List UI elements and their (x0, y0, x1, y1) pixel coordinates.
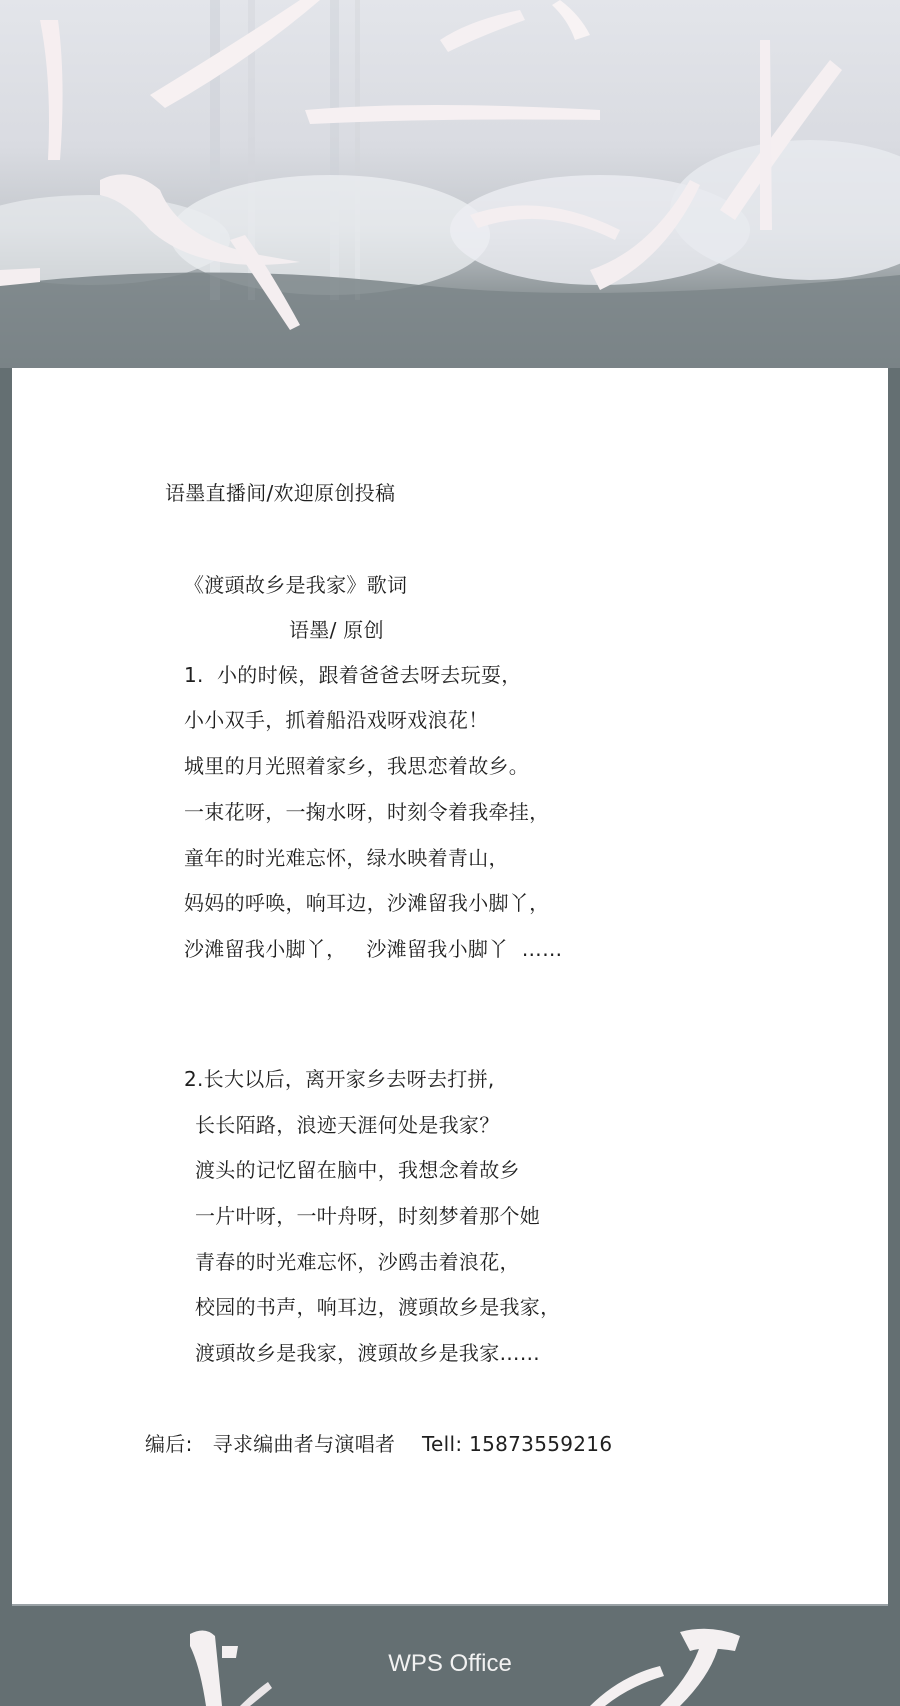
calligraphy-art (0, 0, 900, 368)
verse1-line: 一束花呀，一掬水呀，时刻令着我牵挂， (184, 800, 550, 824)
header-line: 语墨直播间/欢迎原创投稿 (165, 481, 396, 505)
author-line: 语墨/ 原创 (289, 618, 384, 642)
document-page (12, 368, 888, 1606)
verse1-line: 沙滩留我小脚丫， 沙滩留我小脚丫 …… (184, 937, 563, 961)
verse2-line: 渡头的记忆留在脑中，我想念着故乡 (195, 1158, 520, 1182)
song-title: 《渡頭故乡是我家》歌词 (184, 573, 408, 597)
verse2-line: 校园的书声，响耳边，渡頭故乡是我家， (195, 1295, 561, 1319)
verse1-line: 小小双手，抓着船沿戏呀戏浪花！ (184, 708, 489, 732)
top-banner-image (0, 0, 900, 368)
wps-office-brand: WPS Office (388, 1650, 512, 1677)
editor-note: 编后: 寻求编曲者与演唱者 Tell: 15873559216 (145, 1432, 613, 1456)
verse1-line: 童年的时光难忘怀，绿水映着青山， (184, 846, 509, 870)
verse2-line: 渡頭故乡是我家，渡頭故乡是我家…… (195, 1341, 541, 1365)
verse2-line: 2.长大以后，离开家乡去呀去打拼, (184, 1067, 495, 1091)
verse2-line: 一片叶呀，一叶舟呀，时刻梦着那个她 (195, 1204, 541, 1228)
verse1-line: 1. 小的时候，跟着爸爸去呀去玩耍， (184, 663, 522, 687)
verse2-line: 青春的时光难忘怀，沙鸥击着浪花， (195, 1250, 520, 1274)
footer (0, 1606, 900, 1706)
verse1-line: 妈妈的呼唤，响耳边，沙滩留我小脚丫， (184, 891, 550, 915)
verse1-line: 城里的月光照着家乡，我思恋着故乡。 (184, 754, 530, 778)
verse2-line: 长长陌路，浪迹天涯何处是我家？ (195, 1113, 500, 1137)
